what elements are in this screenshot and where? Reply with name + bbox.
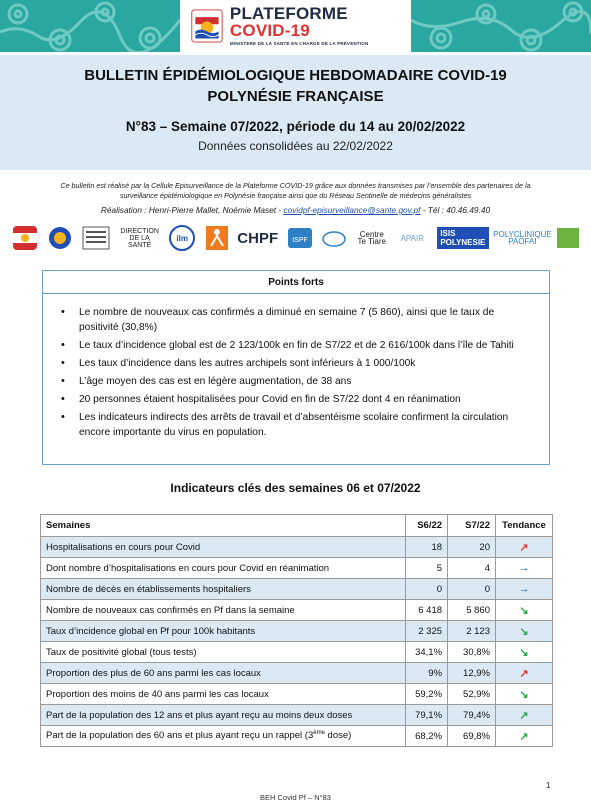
bulletin-consolidation-date: Données consolidées au 22/02/2022 — [198, 139, 393, 153]
row-s7: 52,9% — [448, 684, 496, 705]
row-s6: 5 — [406, 558, 448, 579]
key-points-divider — [43, 293, 549, 294]
row-s7: 30,8% — [448, 642, 496, 663]
page-number: 1 — [546, 781, 551, 790]
partner-ilm — [168, 223, 196, 253]
row-trend — [495, 642, 552, 663]
kpi-table — [40, 514, 553, 747]
partner-paofai: POLYCLINIQUE PAOFAI — [493, 230, 552, 246]
trend-down-arrow-icon: ↘ — [519, 646, 529, 659]
kpi-table-title: Indicateurs clés des semaines 06 et 07/2022 — [170, 481, 421, 495]
row-s6: 79,1% — [406, 705, 448, 726]
row-s7: 69,8% — [448, 726, 496, 747]
row-label — [41, 726, 406, 747]
row-trend — [495, 537, 552, 558]
row-s7: 4 — [448, 558, 496, 579]
dove-logo-icon — [321, 223, 347, 253]
row-s7: 12,9% — [448, 663, 496, 684]
row-label: Dont nombre d’hospitalisations en cours pour Covid en réanimation — [41, 558, 406, 579]
table-row — [41, 600, 553, 621]
row-trend — [495, 579, 552, 600]
row-s6: 0 — [406, 579, 448, 600]
table-row — [41, 642, 553, 663]
svg-text:ISPF: ISPF — [291, 237, 308, 244]
partner-isis: ISIS POLYNESIE — [437, 227, 489, 249]
table-row — [41, 726, 553, 747]
table-header-row — [41, 515, 553, 537]
intro-line-1: Ce bulletin est réalisé par la Cellule Episurveillance de la Plateforme COVID-19 grâce aux données transmises par l’ensemble des partenaires de la — [60, 181, 531, 190]
partner-logos — [12, 221, 580, 255]
brand-name: PLATEFORME COVID-19 — [229, 4, 348, 41]
row-trend — [495, 726, 552, 747]
row-s7: 20 — [448, 537, 496, 558]
key-points-list — [61, 305, 531, 443]
table-row — [41, 621, 553, 642]
page-footer: BEH Covid Pf – N°83 — [260, 793, 331, 802]
row-label: Nombre de nouveaux cas confirmés en Pf dans la semaine — [41, 600, 406, 621]
contact-email-link[interactable]: covidpf-episurveillance@sante.gov.pf — [283, 205, 421, 215]
row-label: Part de la population des 12 ans et plus ayant reçu au moins deux doses — [41, 705, 406, 726]
list-item: • Les taux d’incidence dans les autres archipels sont inférieurs à 1 000/100k — [61, 356, 531, 371]
table-row — [41, 537, 553, 558]
brand-subtitle: MINISTÈRE DE LA SANTÉ EN CHARGE DE LA PRÉVENTION — [229, 41, 369, 47]
ispf-logo-icon — [287, 223, 313, 253]
credits-phone: - Tél : 40.46.49.40 — [420, 205, 491, 215]
header-banner — [0, 0, 591, 52]
bulletin-title-block — [0, 55, 591, 170]
row-s6: 6 418 — [406, 600, 448, 621]
row-trend — [495, 621, 552, 642]
row-label: Taux de positivité global (tous tests) — [41, 642, 406, 663]
row-s6: 34,1% — [406, 642, 448, 663]
row-trend — [495, 705, 552, 726]
table-row — [41, 705, 553, 726]
row-label: Hospitalisations en cours pour Covid — [41, 537, 406, 558]
table-row — [41, 663, 553, 684]
trend-down-arrow-icon: ↘ — [519, 604, 529, 617]
row-label: Taux d’incidence global en Pf pour 100k habitants — [41, 621, 406, 642]
ministry-logo-icon — [81, 223, 111, 253]
intro-text — [30, 181, 561, 201]
government-seal-icon — [47, 223, 73, 253]
trend-flat-arrow-icon: → — [518, 562, 530, 574]
header-semaines: Semaines — [41, 515, 406, 537]
bulletin-issue: N°83 – Semaine 07/2022, période du 14 au 20/02/2022 — [125, 119, 466, 134]
intro-line-2: surveillance épidémiologique en Polynésie française ainsi que du Réseau Sentinelle de médecins généralistes — [119, 191, 472, 200]
row-s6: 18 — [406, 537, 448, 558]
row-s7: 5 860 — [448, 600, 496, 621]
row-trend — [495, 558, 552, 579]
trend-up-arrow-icon: ↗ — [519, 730, 529, 743]
plateforme-logo — [180, 0, 411, 52]
row-s6: 59,2% — [406, 684, 448, 705]
credits-line — [30, 205, 561, 215]
ilm-label: ilm — [176, 233, 188, 243]
row-s6: 68,2% — [406, 726, 448, 747]
header-s6: S6/22 — [406, 515, 448, 537]
figure-logo-icon — [205, 223, 229, 253]
partner-te-tiare: Centre Te Tiare — [357, 230, 386, 246]
list-item: • L’âge moyen des cas est en légère augmentation, de 38 ans — [61, 374, 531, 389]
polynesia-emblem-icon — [190, 6, 224, 46]
trend-flat-arrow-icon: → — [518, 583, 530, 595]
table-row — [41, 558, 553, 579]
row-label-superscript: ème — [313, 730, 325, 737]
table-row — [41, 579, 553, 600]
partner-chpf: CHPF — [237, 229, 279, 247]
row-trend — [495, 600, 552, 621]
row-label-suffix: dose) — [324, 730, 352, 742]
trend-up-arrow-icon: ↗ — [519, 667, 529, 680]
row-label: Proportion des moins de 40 ans parmi les cas locaux — [41, 684, 406, 705]
row-s6: 9% — [406, 663, 448, 684]
bulletin-region: POLYNÉSIE FRANÇAISE — [207, 88, 384, 105]
row-s7: 0 — [448, 579, 496, 600]
polynesian-pattern-right — [411, 0, 591, 52]
trend-up-arrow-icon: ↗ — [519, 709, 529, 722]
partner-direction-sante: DIRECTION DE LA SANTÉ — [120, 227, 159, 249]
row-s7: 79,4% — [448, 705, 496, 726]
row-label: Nombre de décès en établissements hospitaliers — [41, 579, 406, 600]
key-points-title: Points forts — [268, 277, 324, 288]
trend-down-arrow-icon: ↘ — [519, 625, 529, 638]
bulletin-title: BULLETIN ÉPIDÉMIOLOGIQUE HEBDOMADAIRE COVID-19 — [84, 67, 507, 84]
partner-apair: APAIR — [400, 233, 425, 243]
trend-down-arrow-icon: ↘ — [519, 688, 529, 701]
row-trend — [495, 663, 552, 684]
trend-up-arrow-icon: ↗ — [519, 541, 529, 554]
header-s7: S7/22 — [448, 515, 496, 537]
list-item: • Le nombre de nouveaux cas confirmés a diminué en semaine 7 (5 860), ainsi que le taux de positivité (30,8%) — [61, 305, 531, 335]
credits-authors: Réalisation : Henri-Pierre Mallet, Noémie Maset - — [100, 205, 284, 215]
row-trend — [495, 684, 552, 705]
list-item: • Le taux d’incidence global est de 2 123/100k en fin de S7/22 et de 2 616/100k dans l’île de Tahiti — [61, 338, 531, 353]
row-label-text: Part de la population des 60 ans et plus ayant reçu un rappel (3 — [46, 730, 314, 742]
row-s7: 2 123 — [448, 621, 496, 642]
row-label: Proportion des plus de 60 ans parmi les cas locaux — [41, 663, 406, 684]
list-item: • 20 personnes étaient hospitalisées pour Covid en fin de S7/22 dont 4 en réanimation — [61, 392, 531, 407]
table-row — [41, 684, 553, 705]
polynesian-pattern-left — [0, 0, 180, 52]
green-logo-icon — [556, 223, 580, 253]
header-tendance: Tendance — [495, 515, 552, 537]
polynesia-flag-icon — [12, 223, 38, 253]
row-s6: 2 325 — [406, 621, 448, 642]
key-points-box — [42, 270, 550, 465]
list-item: • Les indicateurs indirects des arrêts de travail et d’absentéisme scolaire confirment la circulation encore importante du virus en population. — [61, 410, 531, 440]
